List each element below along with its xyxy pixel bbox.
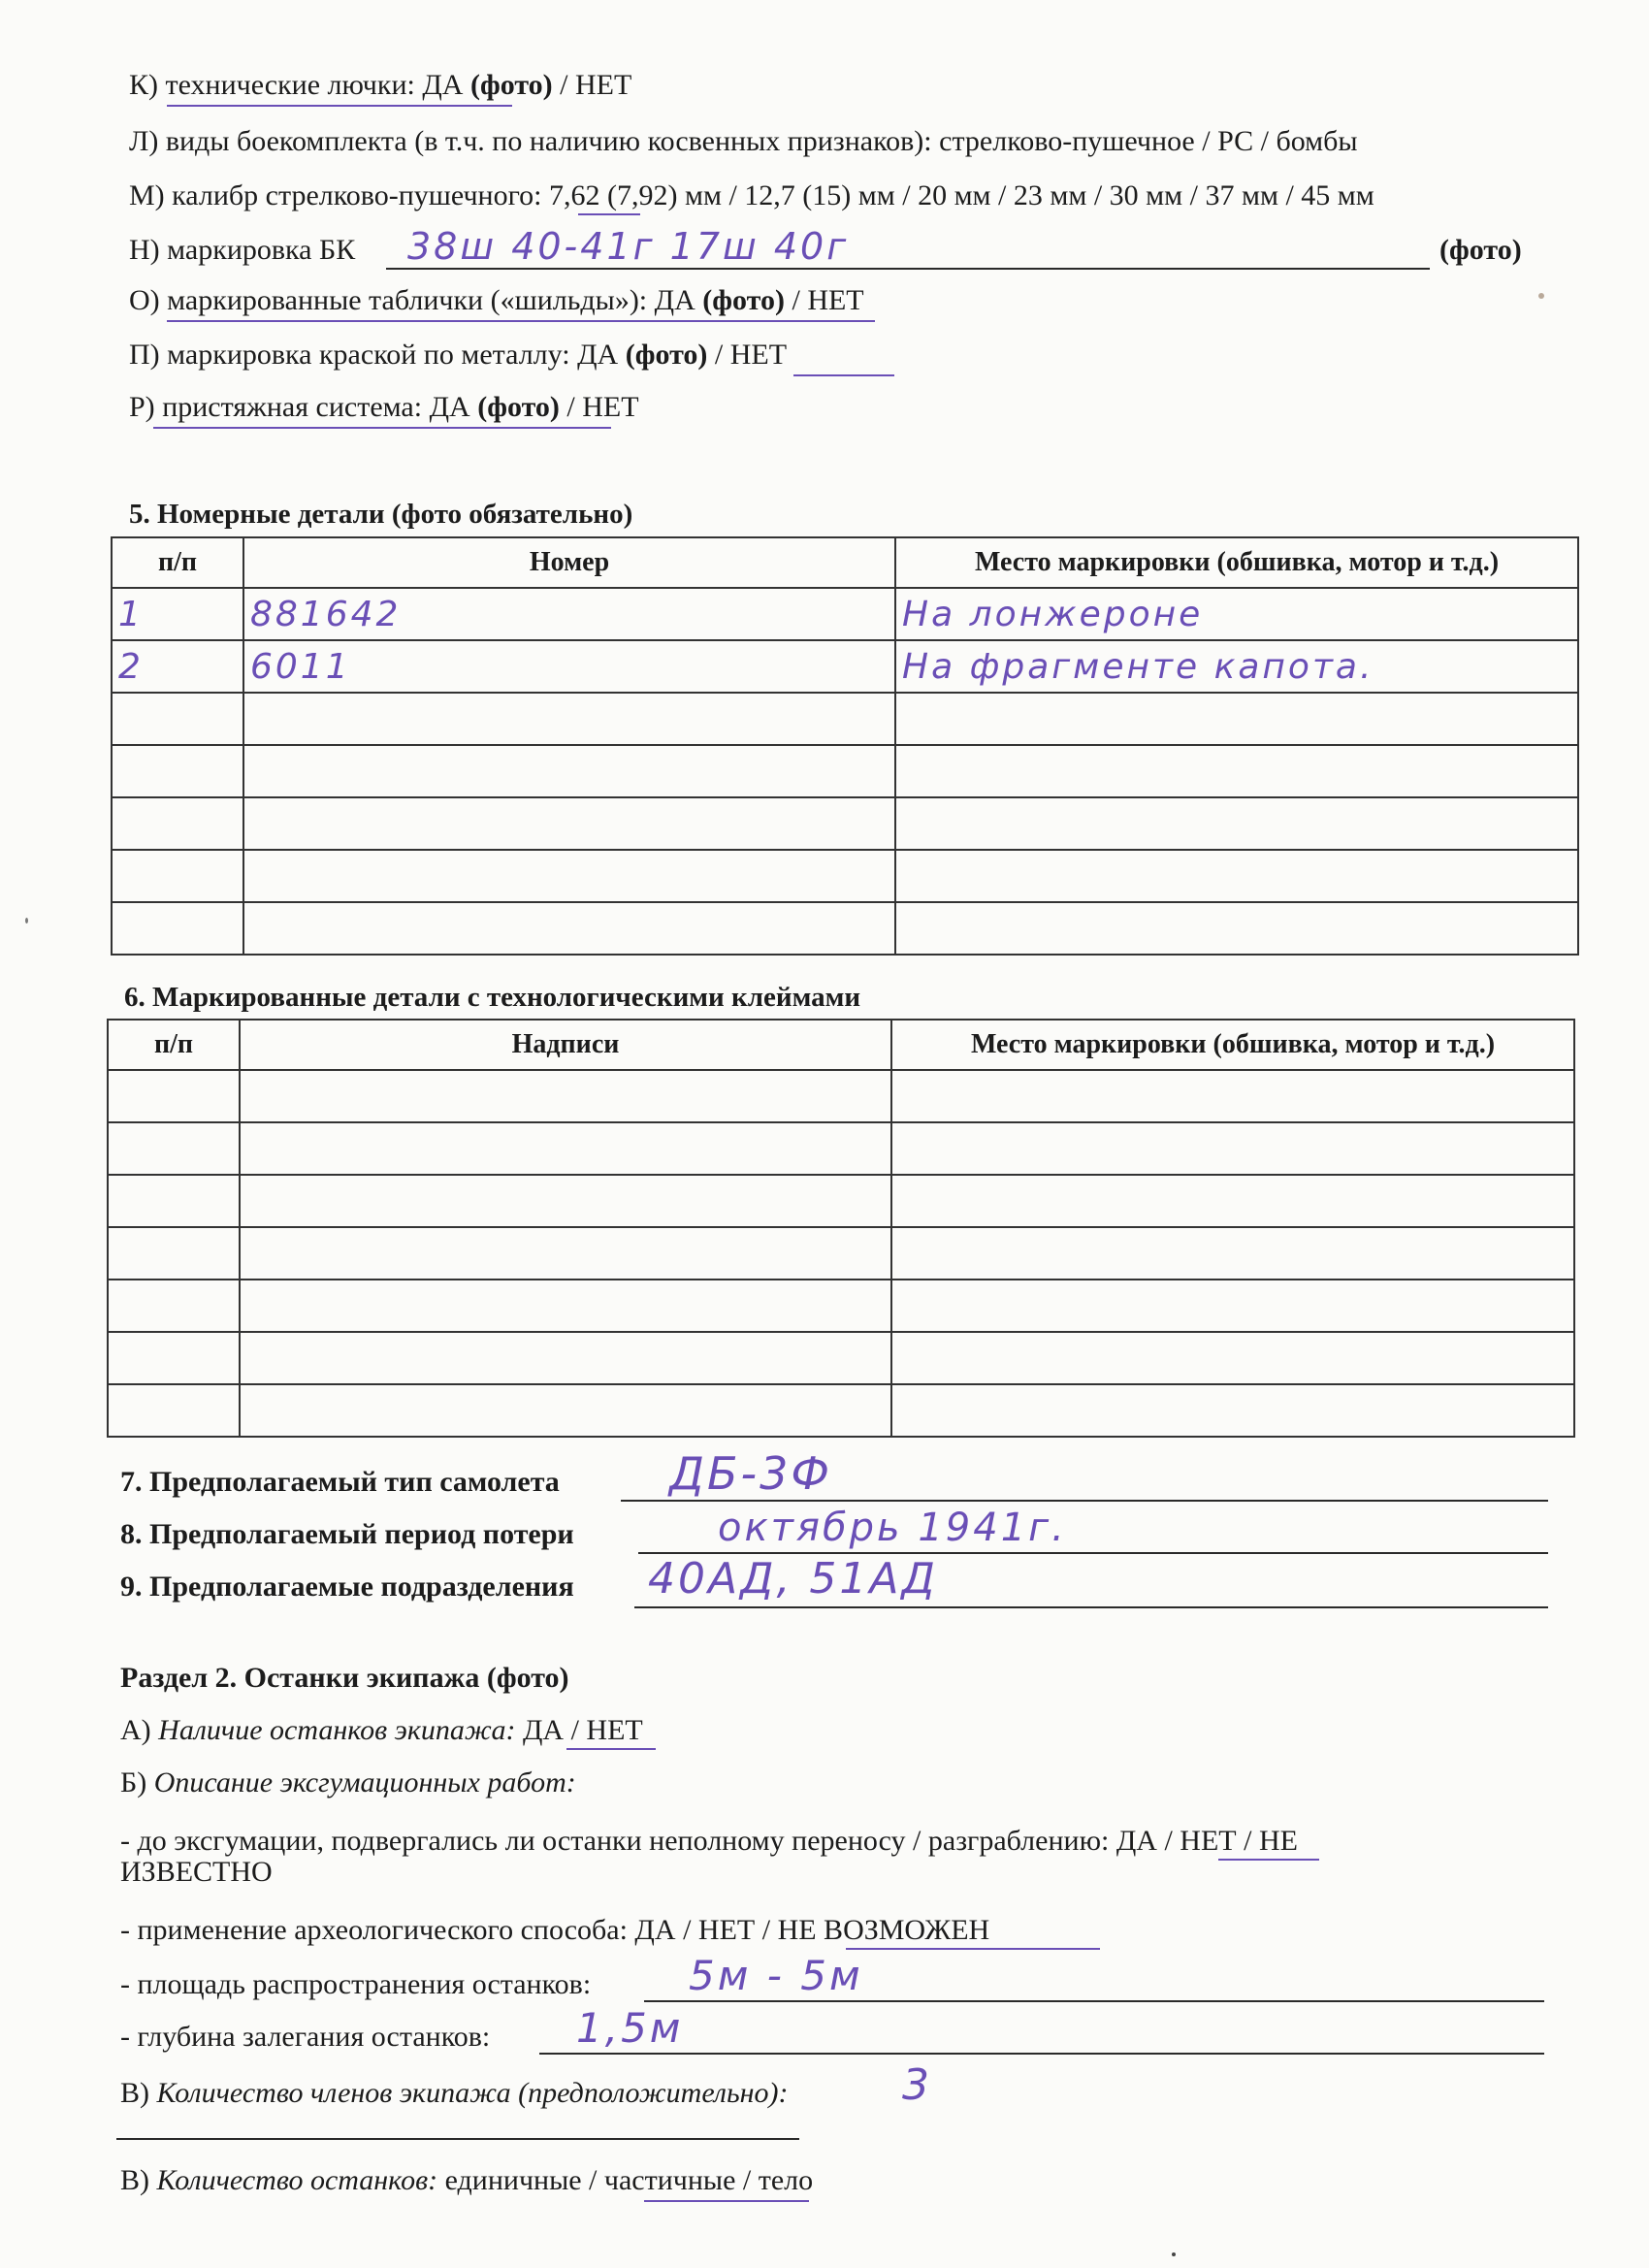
field-7-label: 7. Предполагаемый тип самолета bbox=[120, 1466, 560, 1498]
table-row bbox=[112, 693, 1578, 745]
item-a: А) Наличие останков экипажа: ДА / НЕТ bbox=[120, 1714, 643, 1746]
m-selection-underline bbox=[578, 213, 640, 215]
item-b3-label: - площадь распространения останков: bbox=[120, 1968, 592, 2000]
item-k-label: технические лючки: bbox=[165, 69, 415, 101]
item-n-value: 38ш 40-41г 17ш 40г bbox=[407, 225, 850, 268]
item-b3-value: 5м - 5м bbox=[689, 1952, 863, 1999]
r-selection-underline bbox=[153, 427, 611, 429]
table-header-row bbox=[108, 1020, 1574, 1070]
field-8-value: октябрь 1941г. bbox=[718, 1506, 1067, 1550]
section6-table bbox=[107, 1019, 1575, 1438]
col-header-number: Номер bbox=[243, 537, 895, 588]
field-9-line bbox=[634, 1606, 1548, 1608]
a-selection-underline bbox=[566, 1748, 656, 1750]
table-row bbox=[108, 1280, 1574, 1332]
item-n-label: Н) маркировка БК bbox=[129, 234, 356, 266]
item-b: Б) Описание эксгумационных работ: bbox=[120, 1766, 576, 1798]
item-p-selected: НЕТ bbox=[729, 339, 788, 371]
table-row bbox=[108, 1332, 1574, 1384]
item-l: Л) виды боекомплекта (в т.ч. по наличию косвенных признаков): стрелково-пушечное / РС / бомбы bbox=[129, 125, 1358, 157]
col-header-inscriptions: Надписи bbox=[240, 1020, 891, 1070]
cell-number: 881642 bbox=[243, 588, 895, 640]
item-k: К) технические лючки: ДА (фото) / НЕТ bbox=[129, 69, 632, 101]
table-row bbox=[112, 640, 1578, 693]
section5-table bbox=[111, 536, 1579, 956]
col-header-num: п/п bbox=[112, 537, 243, 588]
item-n-fill-line bbox=[386, 268, 1430, 270]
table-row bbox=[112, 588, 1578, 640]
table-row bbox=[108, 1122, 1574, 1175]
item-m-selected: 7,62 bbox=[549, 179, 600, 211]
item-v1-value: 3 bbox=[902, 2060, 932, 2110]
item-b1-selected: ДА bbox=[1116, 1825, 1157, 1857]
table-row bbox=[112, 745, 1578, 797]
item-v2-selected: частичные bbox=[603, 2164, 736, 2196]
section2-title: Раздел 2. Останки экипажа (фото) bbox=[120, 1662, 569, 1694]
table-row bbox=[108, 1384, 1574, 1437]
item-r: Р) пристяжная система: ДА (фото) / НЕТ bbox=[129, 391, 639, 423]
item-v2: В) Количество останков: единичные / частичные / тело bbox=[120, 2164, 814, 2196]
b2-selection-underline bbox=[846, 1948, 1100, 1950]
table-row bbox=[108, 1070, 1574, 1122]
item-a-yes: ДА bbox=[522, 1714, 565, 1746]
item-b2: - применение археологического способа: ДА / НЕТ / НЕ ВОЗМОЖЕН bbox=[120, 1914, 990, 1946]
item-v1-line bbox=[116, 2138, 799, 2140]
scan-speck bbox=[1172, 2252, 1176, 2256]
section6-title: 6. Маркированные детали с технологическими клеймами bbox=[124, 982, 861, 1013]
item-b4-value: 1,5м bbox=[576, 2004, 684, 2052]
col-header-location: Место маркировки (обшивка, мотор и т.д.) bbox=[891, 1020, 1574, 1070]
item-b4-label: - глубина залегания останков: bbox=[120, 2021, 491, 2053]
b1-selection-underline bbox=[1218, 1859, 1319, 1861]
item-b4-line bbox=[539, 2053, 1544, 2055]
table-header-row bbox=[112, 537, 1578, 588]
field-9-label: 9. Предполагаемые подразделения bbox=[120, 1571, 574, 1603]
cell-location: На лонжероне bbox=[895, 588, 1578, 640]
section5-title: 5. Номерные детали (фото обязательно) bbox=[129, 499, 633, 530]
field-9-value: 40АД, 51АД bbox=[648, 1554, 938, 1604]
cell-location: На фрагменте капота. bbox=[895, 640, 1578, 693]
col-header-location: Место маркировки (обшивка, мотор и т.д.) bbox=[895, 537, 1578, 588]
table-row bbox=[112, 850, 1578, 902]
o-selection-underline bbox=[167, 320, 875, 322]
item-p: П) маркировка краской по металлу: ДА (фото) / НЕТ bbox=[129, 339, 788, 371]
item-o: О) маркированные таблички («шильды»): ДА (фото) / НЕТ bbox=[129, 284, 864, 316]
item-b2-selected: НЕ ВОЗМОЖЕН bbox=[777, 1914, 990, 1946]
table-row bbox=[112, 902, 1578, 955]
item-b1-cont: ИЗВЕСТНО bbox=[120, 1856, 273, 1888]
item-b3-line bbox=[644, 2000, 1544, 2002]
table-row bbox=[108, 1175, 1574, 1227]
cell-number: 6011 bbox=[243, 640, 895, 693]
k-selection-underline bbox=[167, 105, 512, 107]
cell-num: 1 bbox=[112, 588, 243, 640]
v2-selection-underline bbox=[644, 2200, 809, 2202]
item-v1: В) Количество членов экипажа (предположительно): bbox=[120, 2077, 789, 2109]
scan-speck bbox=[25, 918, 28, 923]
cell-num: 2 bbox=[112, 640, 243, 693]
table-row bbox=[108, 1227, 1574, 1280]
field-7-line bbox=[621, 1500, 1548, 1502]
col-header-num: п/п bbox=[108, 1020, 240, 1070]
item-n-photo: (фото) bbox=[1439, 234, 1522, 266]
field-8-label: 8. Предполагаемый период потери bbox=[120, 1518, 574, 1550]
field-7-value: ДБ-3Ф bbox=[669, 1447, 832, 1500]
item-k-yes: ДА bbox=[422, 69, 464, 101]
item-m: М) калибр стрелково-пушечного: 7,62 (7,92) мм / 12,7 (15) мм / 20 мм / 23 мм / 30 мм / 37 мм / 45 мм bbox=[129, 179, 1374, 211]
item-b1: - до эксгумации, подвергались ли останки неполному переносу / разграблению: ДА / НЕТ / НЕ bbox=[120, 1825, 1298, 1857]
scan-speck bbox=[1538, 293, 1544, 299]
table-row bbox=[112, 797, 1578, 850]
p-selection-underline bbox=[793, 374, 894, 376]
